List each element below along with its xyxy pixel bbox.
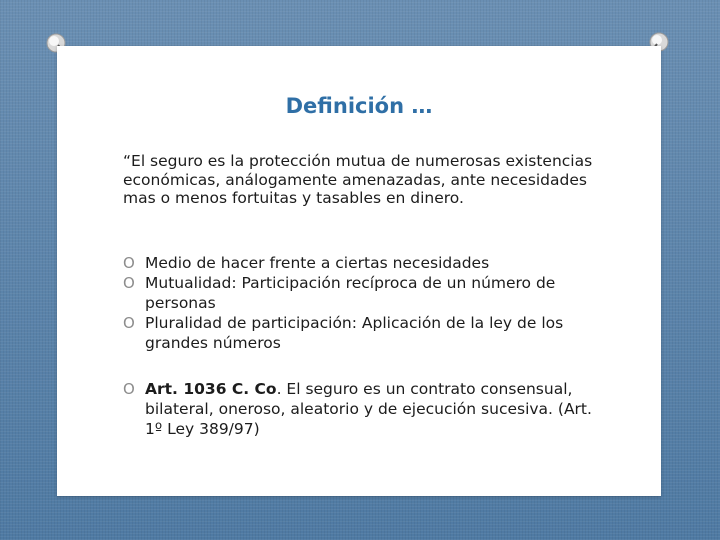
list-item-text: Mutualidad: Participación recíproca de un número de personas <box>145 274 556 312</box>
definition-quote: “El seguro es la protección mutua de numerosas existencias económicas, análogamente amenazadas, ante necesidades mas o menos fortuitas y tasables en dinero. <box>123 152 593 207</box>
article-text: . El seguro es un contrato consensual, bilateral, oneroso, aleatorio y de ejecución sucesiva. (Art. 1º Ley 389/97) <box>145 380 592 438</box>
article-reference: Art. 1036 C. Co <box>145 380 277 398</box>
bullet-icon: O <box>123 314 135 332</box>
list-item <box>123 379 603 439</box>
bullet-icon: O <box>123 254 135 272</box>
article-list <box>123 379 603 439</box>
bullet-list <box>123 253 603 353</box>
list-item <box>123 313 603 353</box>
bullet-icon: O <box>123 274 135 292</box>
slide-card <box>57 46 661 496</box>
slide-title: Definición … <box>285 94 433 118</box>
list-item-text: Medio de hacer frente a ciertas necesidades <box>145 254 490 272</box>
list-item <box>123 253 603 273</box>
bullet-icon: O <box>123 380 135 398</box>
list-item <box>123 273 603 313</box>
list-item-text: Pluralidad de participación: Aplicación de la ley de los grandes números <box>145 314 564 352</box>
